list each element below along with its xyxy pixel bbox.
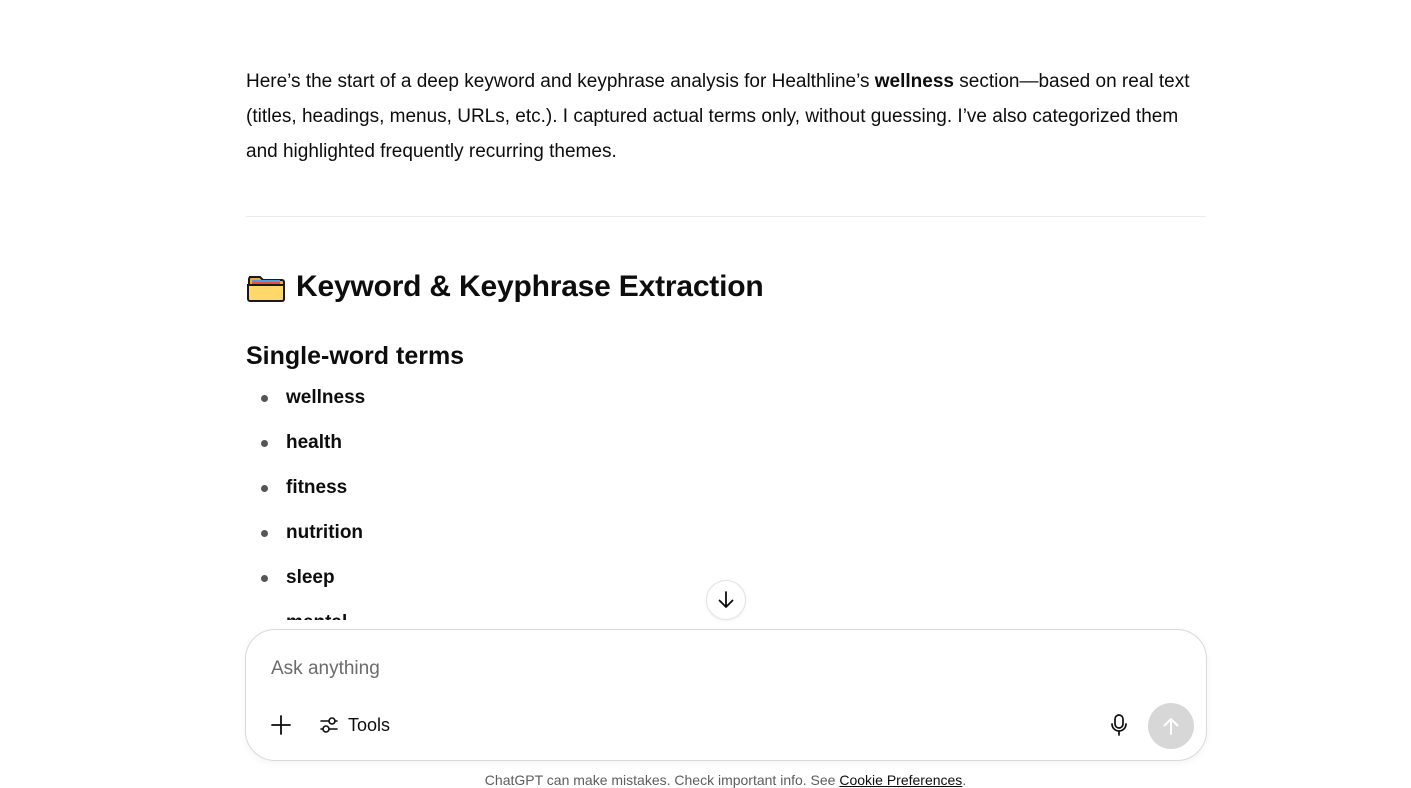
- tools-button[interactable]: [312, 708, 396, 742]
- intro-paragraph: [246, 64, 1206, 169]
- add-attachment-button[interactable]: [266, 710, 296, 740]
- send-button[interactable]: [1148, 703, 1194, 749]
- subheading: Single-word terms: [246, 342, 465, 370]
- prompt-input[interactable]: [271, 652, 1071, 686]
- tools-label: Tools: [348, 714, 391, 735]
- section-heading: [246, 267, 1206, 307]
- list-item: sleep: [246, 558, 1206, 603]
- intro-bold-term: wellness: [874, 71, 954, 92]
- dictate-button[interactable]: [1104, 710, 1134, 740]
- intro-text: Here’s the start of a deep keyword and keyphrase analysis for Healthline’s: [246, 71, 875, 92]
- assistant-message: [246, 64, 1206, 648]
- section-heading-text: Keyword & Keyphrase Extraction: [296, 270, 764, 303]
- composer: [245, 629, 1207, 761]
- sliders-icon: [318, 714, 340, 736]
- arrow-down-icon: [715, 589, 737, 611]
- list-item: wellness: [246, 378, 1206, 423]
- list-item: nutrition: [246, 513, 1206, 558]
- list-item: fitness: [246, 468, 1206, 513]
- scroll-to-bottom-button[interactable]: [706, 580, 746, 620]
- disclaimer-period: .: [962, 772, 967, 788]
- cookie-preferences-link[interactable]: Cookie Preferences: [839, 772, 963, 788]
- list-item: health: [246, 423, 1206, 468]
- disclaimer-text: ChatGPT can make mistakes. Check important info. See: [484, 772, 840, 788]
- disclaimer: [0, 770, 1411, 788]
- intro-text-rest: section—based on real text (titles, headings, menus, URLs, etc.). I captured actual terms only, without guessing. I’ve also categorized them and highlighted frequently recurring themes.: [246, 71, 1190, 162]
- section-divider: [246, 216, 1206, 217]
- arrow-up-icon: [1160, 715, 1182, 737]
- folder-icon: [246, 271, 286, 303]
- plus-icon: [270, 714, 292, 736]
- microphone-icon: [1108, 713, 1130, 737]
